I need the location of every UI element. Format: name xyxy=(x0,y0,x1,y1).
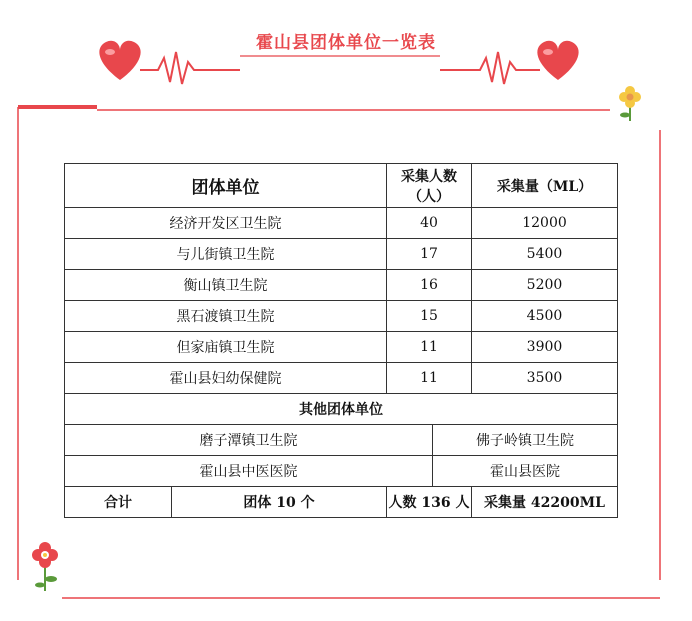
flower-icon xyxy=(619,86,641,121)
cell-count: 15 xyxy=(387,301,472,332)
other-unit-cell: 霍山县中医医院 xyxy=(65,456,433,487)
cell-count: 40 xyxy=(387,208,472,239)
cell-volume: 5200 xyxy=(472,270,618,301)
cell-unit: 霍山县妇幼保健院 xyxy=(65,363,387,394)
cell-unit: 与儿街镇卫生院 xyxy=(65,239,387,270)
cell-volume: 5400 xyxy=(472,239,618,270)
cell-unit: 经济开发区卫生院 xyxy=(65,208,387,239)
cell-count: 11 xyxy=(387,363,472,394)
table-row xyxy=(65,363,618,394)
table-row xyxy=(65,270,618,301)
other-unit-cell: 磨子潭镇卫生院 xyxy=(65,425,433,456)
cell-volume: 12000 xyxy=(472,208,618,239)
totals-row xyxy=(65,487,618,518)
heartbeat-line-left xyxy=(140,52,240,84)
table-row xyxy=(65,301,618,332)
other-units-header: 其他团体单位 xyxy=(65,394,618,425)
header-unit: 团体单位 xyxy=(65,164,387,208)
table-row xyxy=(65,425,618,456)
other-unit-cell: 霍山县医院 xyxy=(433,456,618,487)
totals-label: 合计 xyxy=(65,487,172,518)
table-row xyxy=(65,239,618,270)
cell-volume: 3900 xyxy=(472,332,618,363)
table-row xyxy=(65,332,618,363)
cell-unit: 但家庙镇卫生院 xyxy=(65,332,387,363)
cell-count: 16 xyxy=(387,270,472,301)
totals-volume: 采集量 42200ML xyxy=(472,487,618,518)
cell-volume: 4500 xyxy=(472,301,618,332)
page-title: 霍山县团体单位一览表 xyxy=(256,33,436,53)
table-header-row xyxy=(65,164,618,208)
other-unit-cell: 佛子岭镇卫生院 xyxy=(433,425,618,456)
table-row xyxy=(65,208,618,239)
cell-volume: 3500 xyxy=(472,363,618,394)
units-table xyxy=(64,163,618,518)
flower-icon xyxy=(32,542,58,591)
cell-count: 17 xyxy=(387,239,472,270)
header-count: 采集人数（人） xyxy=(387,164,472,208)
table-row xyxy=(65,456,618,487)
cell-unit: 衡山镇卫生院 xyxy=(65,270,387,301)
heartbeat-line-right xyxy=(440,52,540,84)
cell-unit: 黑石渡镇卫生院 xyxy=(65,301,387,332)
other-units-header-row xyxy=(65,394,618,425)
header-volume: 采集量（ML） xyxy=(472,164,618,208)
cell-count: 11 xyxy=(387,332,472,363)
totals-people: 人数 136 人 xyxy=(387,487,472,518)
totals-units: 团体 10 个 xyxy=(172,487,387,518)
